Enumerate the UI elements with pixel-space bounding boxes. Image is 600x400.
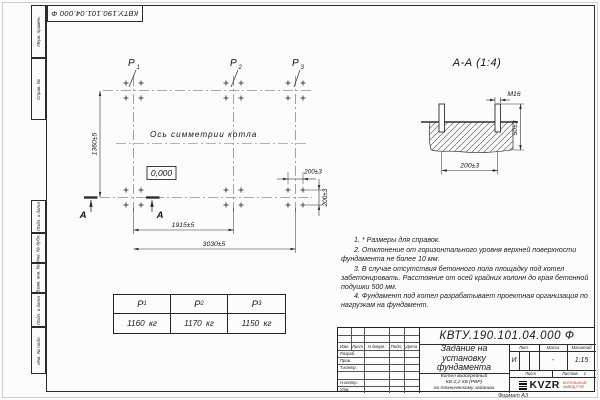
drawing-title — [419, 344, 509, 373]
section-letter: А — [156, 210, 164, 221]
col-header-izm: Изм. — [339, 343, 350, 349]
logo-subtext — [563, 381, 587, 390]
mass-value: - — [551, 356, 555, 364]
drawing-title-line: Задание на — [440, 343, 488, 354]
col-header-data: Дата — [405, 343, 418, 349]
sheets-value: 1 — [583, 371, 587, 376]
top-doc-number: КВТУ.190.101.04.000 Ф — [51, 9, 139, 18]
anchor-bolt — [495, 104, 501, 132]
dim-1360-label: 1360±5 — [91, 132, 99, 156]
load-point-sub: 3 — [300, 65, 304, 71]
plan-view — [84, 70, 323, 253]
note: 4. Фундамент под котел разрабатывает проектная организация по нагрузкам на фундамент. — [341, 292, 588, 310]
section-letter: А — [79, 210, 87, 221]
role-prov: Пров. — [340, 357, 352, 363]
load-point-symbol: P — [292, 58, 299, 69]
role-tkontr: Т.контр. — [340, 365, 357, 371]
logo-text: KVZR — [529, 379, 560, 391]
role-razrab: Разраб. — [340, 350, 356, 356]
sidebox-label: Перв. примен. — [36, 16, 42, 47]
product-line: КВ-2,2 КБ (РВР) — [445, 380, 483, 385]
scale-value: 1:15 — [574, 356, 589, 364]
col-header-doc: N докум. — [367, 343, 386, 349]
title-block-doc-number: КВТУ.190.101.04.000 Ф — [439, 329, 575, 342]
drawing-title-line: фундамента — [436, 362, 492, 373]
thread-label: М16 — [507, 91, 521, 98]
sheet-label: Лист — [524, 371, 537, 376]
product-line: Котел водогрейный — [440, 374, 488, 379]
mass-header: Масса — [546, 344, 560, 350]
kvzr-logo-icon — [519, 381, 527, 390]
section-cut-marks — [84, 198, 160, 213]
dim-3030-label: 3030±5 — [202, 241, 226, 248]
load-table-header — [171, 295, 228, 314]
load-point-sub: 2 — [238, 65, 242, 71]
symmetry-axis-label: Ось симметрии котла — [150, 130, 258, 139]
load-symbol: P — [194, 298, 201, 310]
sidebox-label: Инв. № дубл. — [36, 233, 42, 263]
lit-header: Лит. — [518, 344, 530, 350]
product-name — [419, 374, 509, 393]
lit-value: И — [511, 356, 517, 364]
logo-subtext-line: ЗАВОД РЭП — [562, 385, 585, 389]
col-header-list: Лист — [351, 343, 364, 349]
dim-50-label: 50±3 — [512, 120, 519, 136]
load-sub: 2 — [200, 301, 204, 307]
load-leaders — [129, 70, 300, 87]
load-table-value: 1160 кг — [114, 314, 171, 333]
load-sub: 1 — [143, 301, 147, 307]
role-utv: Утв. — [340, 386, 350, 392]
title-block — [337, 327, 595, 392]
note: 3. В случае отсутствия бетонного пола площадку под котел забетонировать. Расстояние от осей крайних колонн до края бетонной подушки 500 мм. — [341, 264, 589, 291]
sidebox-label: Справ. № — [36, 78, 42, 100]
center-lines — [100, 76, 312, 214]
note: 1. * Размеры для справок. — [354, 236, 441, 244]
notes-block — [341, 236, 595, 311]
section-title: А-А (1:4) — [452, 57, 502, 69]
logo-cell — [509, 378, 596, 393]
sheets-cell — [552, 370, 596, 377]
dim-200-vertical — [306, 179, 323, 216]
sidebox-label: Подп. и дата — [36, 295, 42, 325]
logo-subtext-line: КОТЕЛЬНЫЙ — [562, 380, 587, 385]
sidebox-label: Взам. инв. № — [36, 263, 42, 293]
load-table-value: 1150 кг — [241, 319, 272, 328]
note: 2. Отклонение от горизонтального уровня верхней поверхности фундамента не более 10 мм. — [341, 245, 577, 263]
dim-1915-label: 1915±5 — [171, 222, 195, 229]
product-line: по техническому заданию — [433, 386, 495, 391]
col-header-podp: Подп. — [390, 343, 403, 349]
dim-200h-label: 200±3 — [304, 168, 322, 176]
load-symbol: P — [251, 298, 258, 310]
load-point-symbol: P — [230, 58, 237, 69]
scale-header: Масштаб — [571, 344, 592, 350]
level-mark-value: 0,000 — [150, 168, 173, 178]
load-point-sub: 1 — [136, 65, 140, 71]
dim-200-section-label: 200±3 — [460, 162, 480, 170]
role-nkontr: Н.контр. — [340, 379, 358, 385]
sidebox-label: Подп. и дата — [36, 202, 42, 231]
dim-200v-label: 200±3 — [322, 188, 329, 207]
sidebox-label: Инв. № подл. — [36, 336, 42, 365]
load-symbol: P — [137, 298, 144, 310]
sheets-label: Листов — [561, 371, 578, 376]
load-table — [113, 294, 286, 334]
load-point-symbol: P — [128, 58, 135, 69]
load-table-header — [228, 295, 285, 314]
load-table-value: 1170 кг — [171, 314, 228, 333]
load-sub: 3 — [258, 301, 262, 307]
load-table-header — [114, 295, 171, 314]
format-label: Формат А3 — [497, 392, 529, 399]
anchor-bolt — [439, 104, 445, 132]
drawing-title-line: установку — [442, 352, 486, 363]
dim-1915 — [134, 208, 234, 234]
